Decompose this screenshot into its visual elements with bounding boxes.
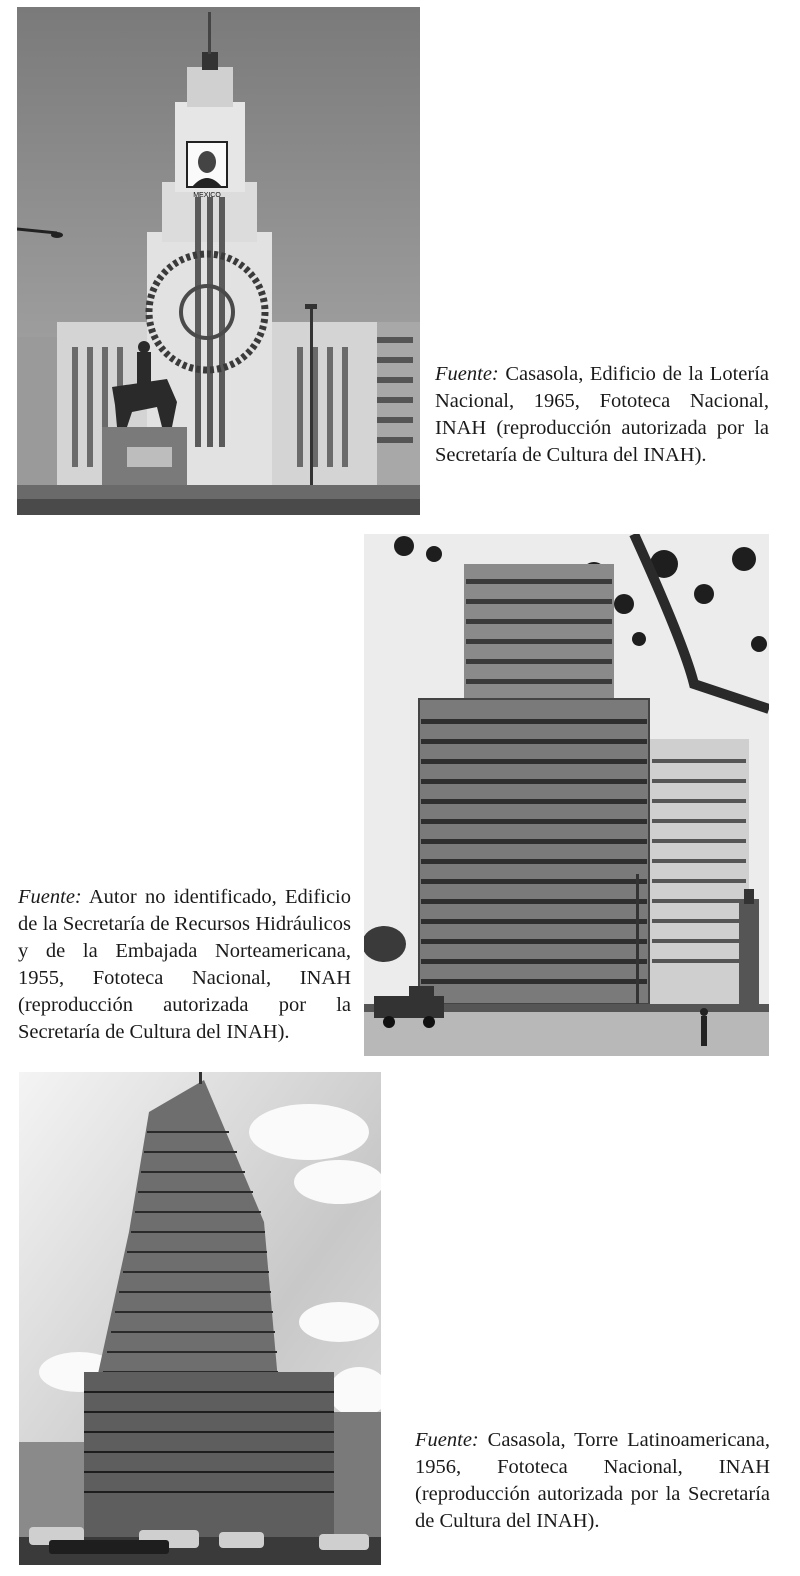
caption-figure-3 bbox=[415, 1427, 770, 1535]
photo-sign-text: MEXICO bbox=[193, 192, 221, 199]
caption-source-text: Autor no identificado, Edificio de la Secretaría de Recursos Hidráulicos y de la Embajada Norteamericana, 1955, Fototeca Nacional, INAH (reproducción autorizada por la Secretaría de Cultura del INAH). bbox=[18, 886, 351, 1043]
photo-loteria-nacional bbox=[17, 7, 420, 515]
caption-source-text: Casasola, Torre Latinoamericana, 1956, Fototeca Nacional, INAH (reproducción autorizada por la Secretaría de Cultura del INAH). bbox=[415, 1429, 770, 1532]
caption-source-label: Fuente: bbox=[435, 363, 499, 385]
caption-source-label: Fuente: bbox=[415, 1429, 479, 1451]
caption-figure-2 bbox=[18, 884, 351, 1046]
caption-source-label: Fuente: bbox=[18, 886, 82, 908]
caption-source-text: Casasola, Edificio de la Lotería Nacional, 1965, Fototeca Nacional, INAH (reproducción autorizada por la Secretaría de Cultura del INAH). bbox=[435, 363, 769, 466]
photo-recursos-hidraulicos bbox=[364, 534, 769, 1056]
photo-torre-latinoamericana bbox=[19, 1072, 381, 1565]
caption-figure-1 bbox=[435, 361, 769, 469]
